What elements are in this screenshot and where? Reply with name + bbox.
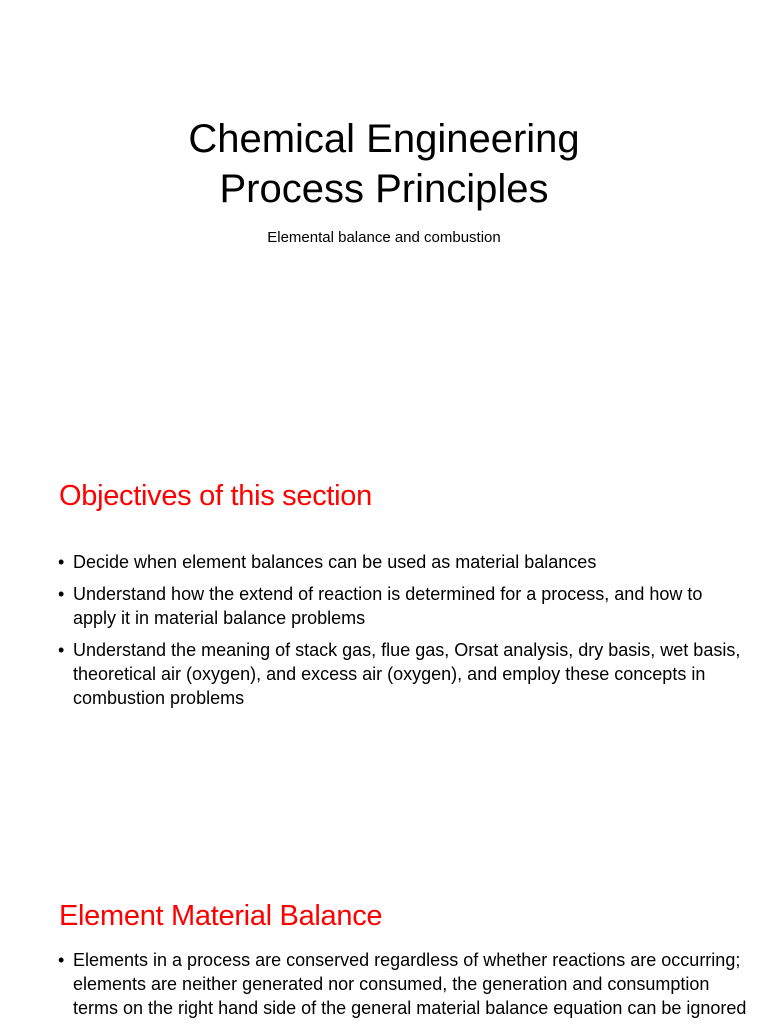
title-line-1: Chemical Engineering [188,117,580,161]
list-item: • Elements in a process are conserved regardless of whether reactions are occurring; elements are neither generated nor consumed, the generation and consumption terms on the right hand side of the general material balance equation can be ignored [58,948,748,1020]
list-item: • Understand how the extend of reaction is determined for a process, and how to apply it in material balance problems [58,582,748,630]
element-balance-list [58,948,748,1024]
objectives-heading: Objectives of this section [59,480,372,512]
presentation-subtitle: Elemental balance and combustion [267,229,501,246]
presentation-title [0,114,768,214]
list-item: • Decide when element balances can be used as material balances [58,550,748,574]
element-balance-heading: Element Material Balance [59,900,383,932]
element-balance-slide [0,864,768,1024]
objectives-list [58,550,748,718]
title-line-2: Process Principles [219,167,549,211]
objectives-slide [0,432,768,864]
title-slide [0,0,768,432]
list-item: • Understand the meaning of stack gas, flue gas, Orsat analysis, dry basis, wet basis, theoretical air (oxygen), and excess air (oxygen), and employ these concepts in combustion problems [58,638,748,710]
